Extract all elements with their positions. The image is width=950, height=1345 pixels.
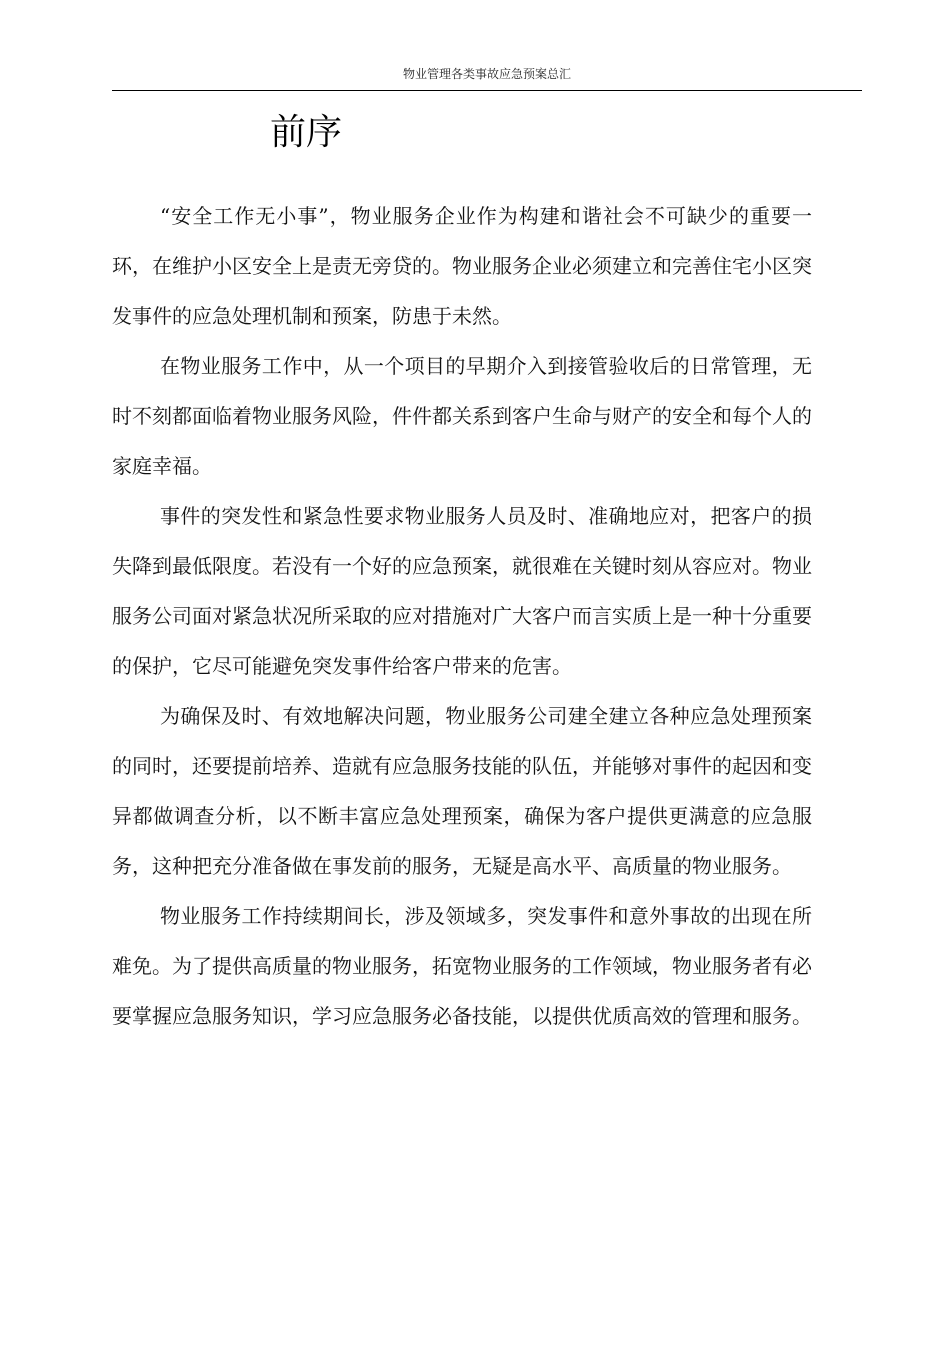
header-rule [112, 90, 862, 91]
paragraph-3: 事件的突发性和紧急性要求物业服务人员及时、准确地应对，把客户的损失降到最低限度。若没有一个好的应急预案，就很难在关键时刻从容应对。物业服务公司面对紧急状况所采取的应对措施对广大客户而言实质上是一种十分重要的保护，它尽可能避免突发事件给客户带来的危害。 [112, 504, 812, 678]
running-header: 物业管理各类事故应急预案总汇 [402, 67, 571, 81]
paragraph-4: 为确保及时、有效地解决问题，物业服务公司建全建立各种应急处理预案的同时，还要提前培养、造就有应急服务技能的队伍，并能够对事件的起因和变异都做调查分析，以不断丰富应急处理预案，确保为客户提供更满意的应急服务，这种把充分准备做在事发前的服务，无疑是高水平、高质量的物业服务。 [112, 704, 812, 878]
paragraph-1: “安全工作无小事”，物业服务企业作为构建和谐社会不可缺少的重要一环，在维护小区安全上是责无旁贷的。物业服务企业必须建立和完善住宅小区突发事件的应急处理机制和预案，防患于未然。 [112, 204, 812, 328]
paragraph-5: 物业服务工作持续期间长，涉及领域多，突发事件和意外事故的出现在所难免。为了提供高质量的物业服务，拓宽物业服务的工作领域，物业服务者有必要掌握应急服务知识，学习应急服务必备技能，以提供优质高效的管理和服务。 [112, 904, 812, 1028]
paragraph-2: 在物业服务工作中，从一个项目的早期介入到接管验收后的日常管理，无时不刻都面临着物业服务风险，件件都关系到客户生命与财产的安全和每个人的家庭幸福。 [112, 354, 812, 478]
body-text [112, 191, 812, 1041]
page-title: 前序 [270, 112, 343, 153]
